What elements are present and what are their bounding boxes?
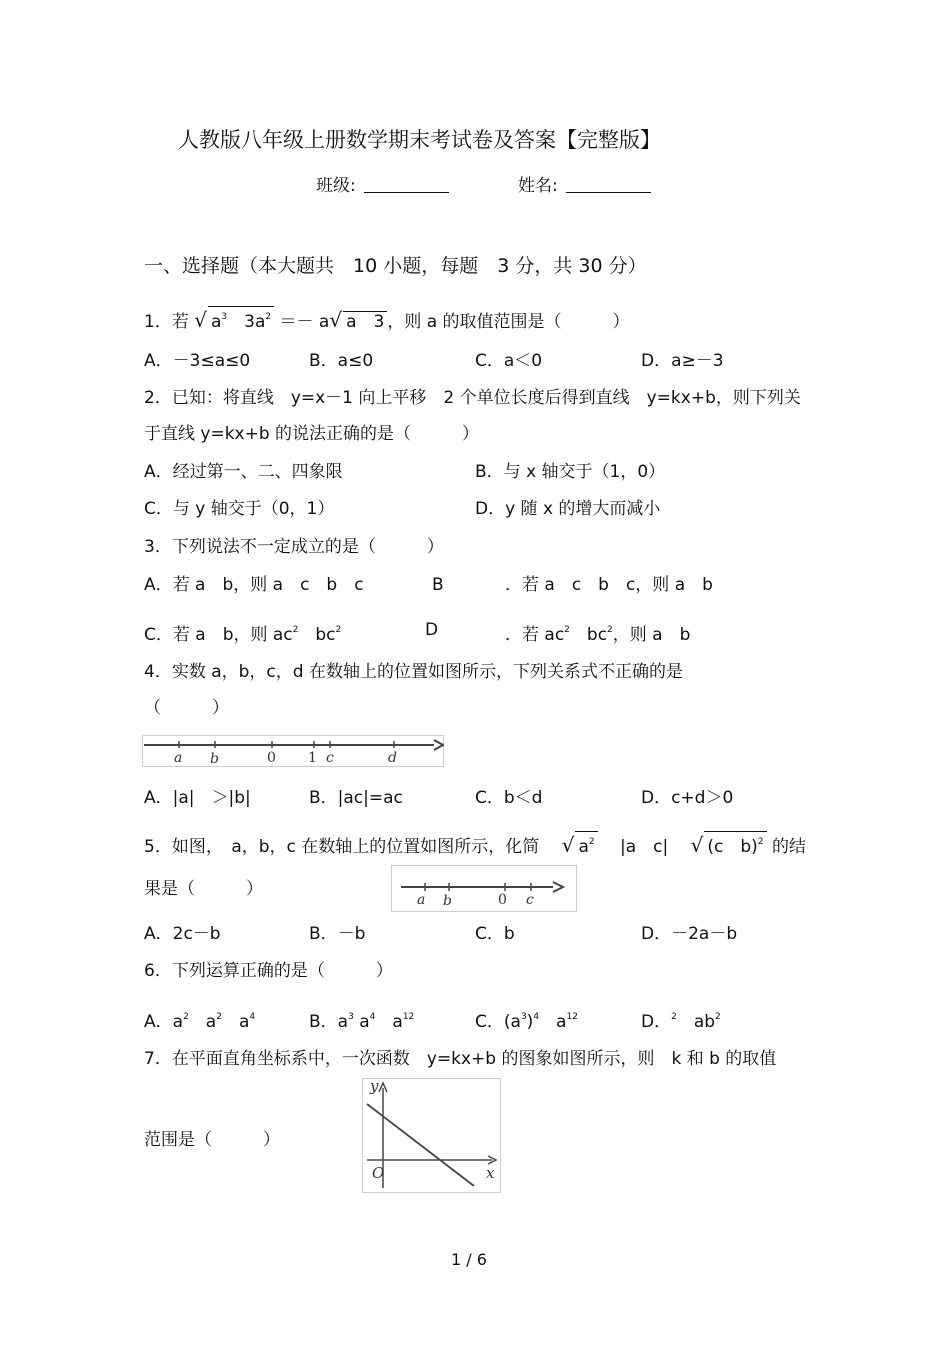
name-field <box>518 176 651 196</box>
q5-option-d: D．－2a－b <box>641 924 738 944</box>
axis-label-0: 0 <box>498 892 507 908</box>
name-label: 姓名: <box>518 176 558 196</box>
q3-option-b: ．若 a c b c，则 a b <box>505 575 713 595</box>
question-2-line-1: 2．已知：将直线 y=x－1 向上平移 2 个单位长度后得到直线 y=kx+b，则下列关 <box>144 388 801 408</box>
q4-option-b: B．|ac|=ac <box>309 788 403 808</box>
q5-option-b: B．－b <box>309 924 366 944</box>
question-4-line-2: （ ） <box>144 698 229 718</box>
question-2-line-2: 于直线 y=kx+b 的说法正确的是（ ） <box>144 424 480 444</box>
axis-label-0: 0 <box>267 750 276 766</box>
q1-option-b: B．a≤0 <box>309 351 374 371</box>
q3-option-d-letter: D <box>425 620 439 640</box>
page-title: 人教版八年级上册数学期末考试卷及答案【完整版】 <box>178 128 661 152</box>
q4-option-c: C．b＜d <box>475 788 543 808</box>
q6-option-d: D．$^2$ $ab^2$ <box>641 1012 721 1032</box>
class-blank <box>364 178 449 193</box>
radical-sign: √ <box>194 308 207 332</box>
q3-option-a: A．若 a b，则 a c b c <box>144 575 364 595</box>
class-label: 班级: <box>316 176 356 196</box>
x-axis-label: x <box>486 1164 495 1182</box>
axis-label-a: a <box>417 892 426 908</box>
q3-option-c: C．若 a b，则 $ac^2$ $bc^2$ <box>144 625 342 645</box>
q5-option-a: A．2c－b <box>144 924 221 944</box>
q6-option-c: C．$(a^3)^4$ $a^{12}$ <box>475 1012 578 1032</box>
section-heading: 一、选择题（本大题共 10 小题，每题 3 分，共 30 分） <box>144 255 647 277</box>
q2-option-d: D．y 随 x 的增大而减小 <box>475 499 661 519</box>
q2-option-a: A．经过第一、二、四象限 <box>144 462 343 482</box>
question-4-line-1: 4．实数 a，b，c，d 在数轴上的位置如图所示，下列关系式不正确的是 <box>144 662 683 682</box>
y-axis-label: y <box>370 1078 379 1095</box>
q5-option-c: C．b <box>475 924 515 944</box>
q1-option-c: C．a＜0 <box>475 351 543 371</box>
question-7-line-1: 7．在平面直角坐标系中，一次函数 y=kx+b 的图象如图所示，则 k 和 b 的取值 <box>144 1049 777 1069</box>
radical-sign: √ <box>329 308 343 332</box>
origin-label: O <box>372 1164 385 1182</box>
question-5-line-1: 5．如图， a，b，c 在数轴上的位置如图所示，化简 √ $a^2$ |a c| √ (c b)$^2$ 的结 <box>144 833 806 857</box>
question-6: 6．下列运算正确的是（ ） <box>144 961 393 981</box>
axis-label-1: 1 <box>308 750 317 766</box>
q4-option-d: D．c+d＞0 <box>641 788 734 808</box>
absolute-value: a c <box>625 837 663 857</box>
question-3: 3．下列说法不一定成立的是（ ） <box>144 537 444 557</box>
radical-sign: √ <box>561 833 575 857</box>
question-5-line-2: 果是（ ） <box>144 879 263 899</box>
axis-label-b: b <box>210 751 219 767</box>
q6-option-a: A．$a^2$ $a^2$ $a^4$ <box>144 1012 256 1032</box>
q3-option-b-letter: B <box>432 575 444 595</box>
radicand-1: $a^3$ $3a^2$ <box>208 306 274 332</box>
number-line-figure-q5 <box>391 865 577 912</box>
q6-option-b: B．$a^3$ $a^4$ $a^{12}$ <box>309 1012 415 1032</box>
axis-label-b: b <box>443 893 452 909</box>
radicand-q5-2: (c b)$^2$ <box>704 831 766 857</box>
page-number: 1 / 6 <box>451 1250 487 1269</box>
radical-sign: √ <box>690 833 704 857</box>
number-line-figure-q4 <box>142 735 444 767</box>
axis-label-a: a <box>174 750 183 766</box>
q1-option-d: D．a≥－3 <box>641 351 724 371</box>
radicand-2: a 3 <box>343 311 387 332</box>
q4-option-a: A．|a| ＞|b| <box>144 788 251 808</box>
axis-label-c: c <box>526 892 534 908</box>
axis-label-c: c <box>326 750 334 766</box>
linear-function-graph <box>362 1078 501 1193</box>
radicand-q5-1: $a^2$ <box>575 831 597 857</box>
q2-option-b: B．与 x 轴交于（1，0） <box>475 462 666 482</box>
axis-label-d: d <box>388 750 397 766</box>
q2-option-c: C．与 y 轴交于（0，1） <box>144 499 335 519</box>
q3-option-d: ．若 $ac^2$ $bc^2$，则 a b <box>505 625 691 645</box>
q1-option-a: A．－3≤a≤0 <box>144 351 251 371</box>
question-7-line-2: 范围是（ ） <box>144 1130 280 1150</box>
class-field <box>316 176 449 196</box>
name-blank <box>566 178 651 193</box>
question-1: 1．若 √ $a^3$ $3a^2 =- a√$ a 3 ，则 a 的取值范围是（ ） <box>144 308 630 332</box>
